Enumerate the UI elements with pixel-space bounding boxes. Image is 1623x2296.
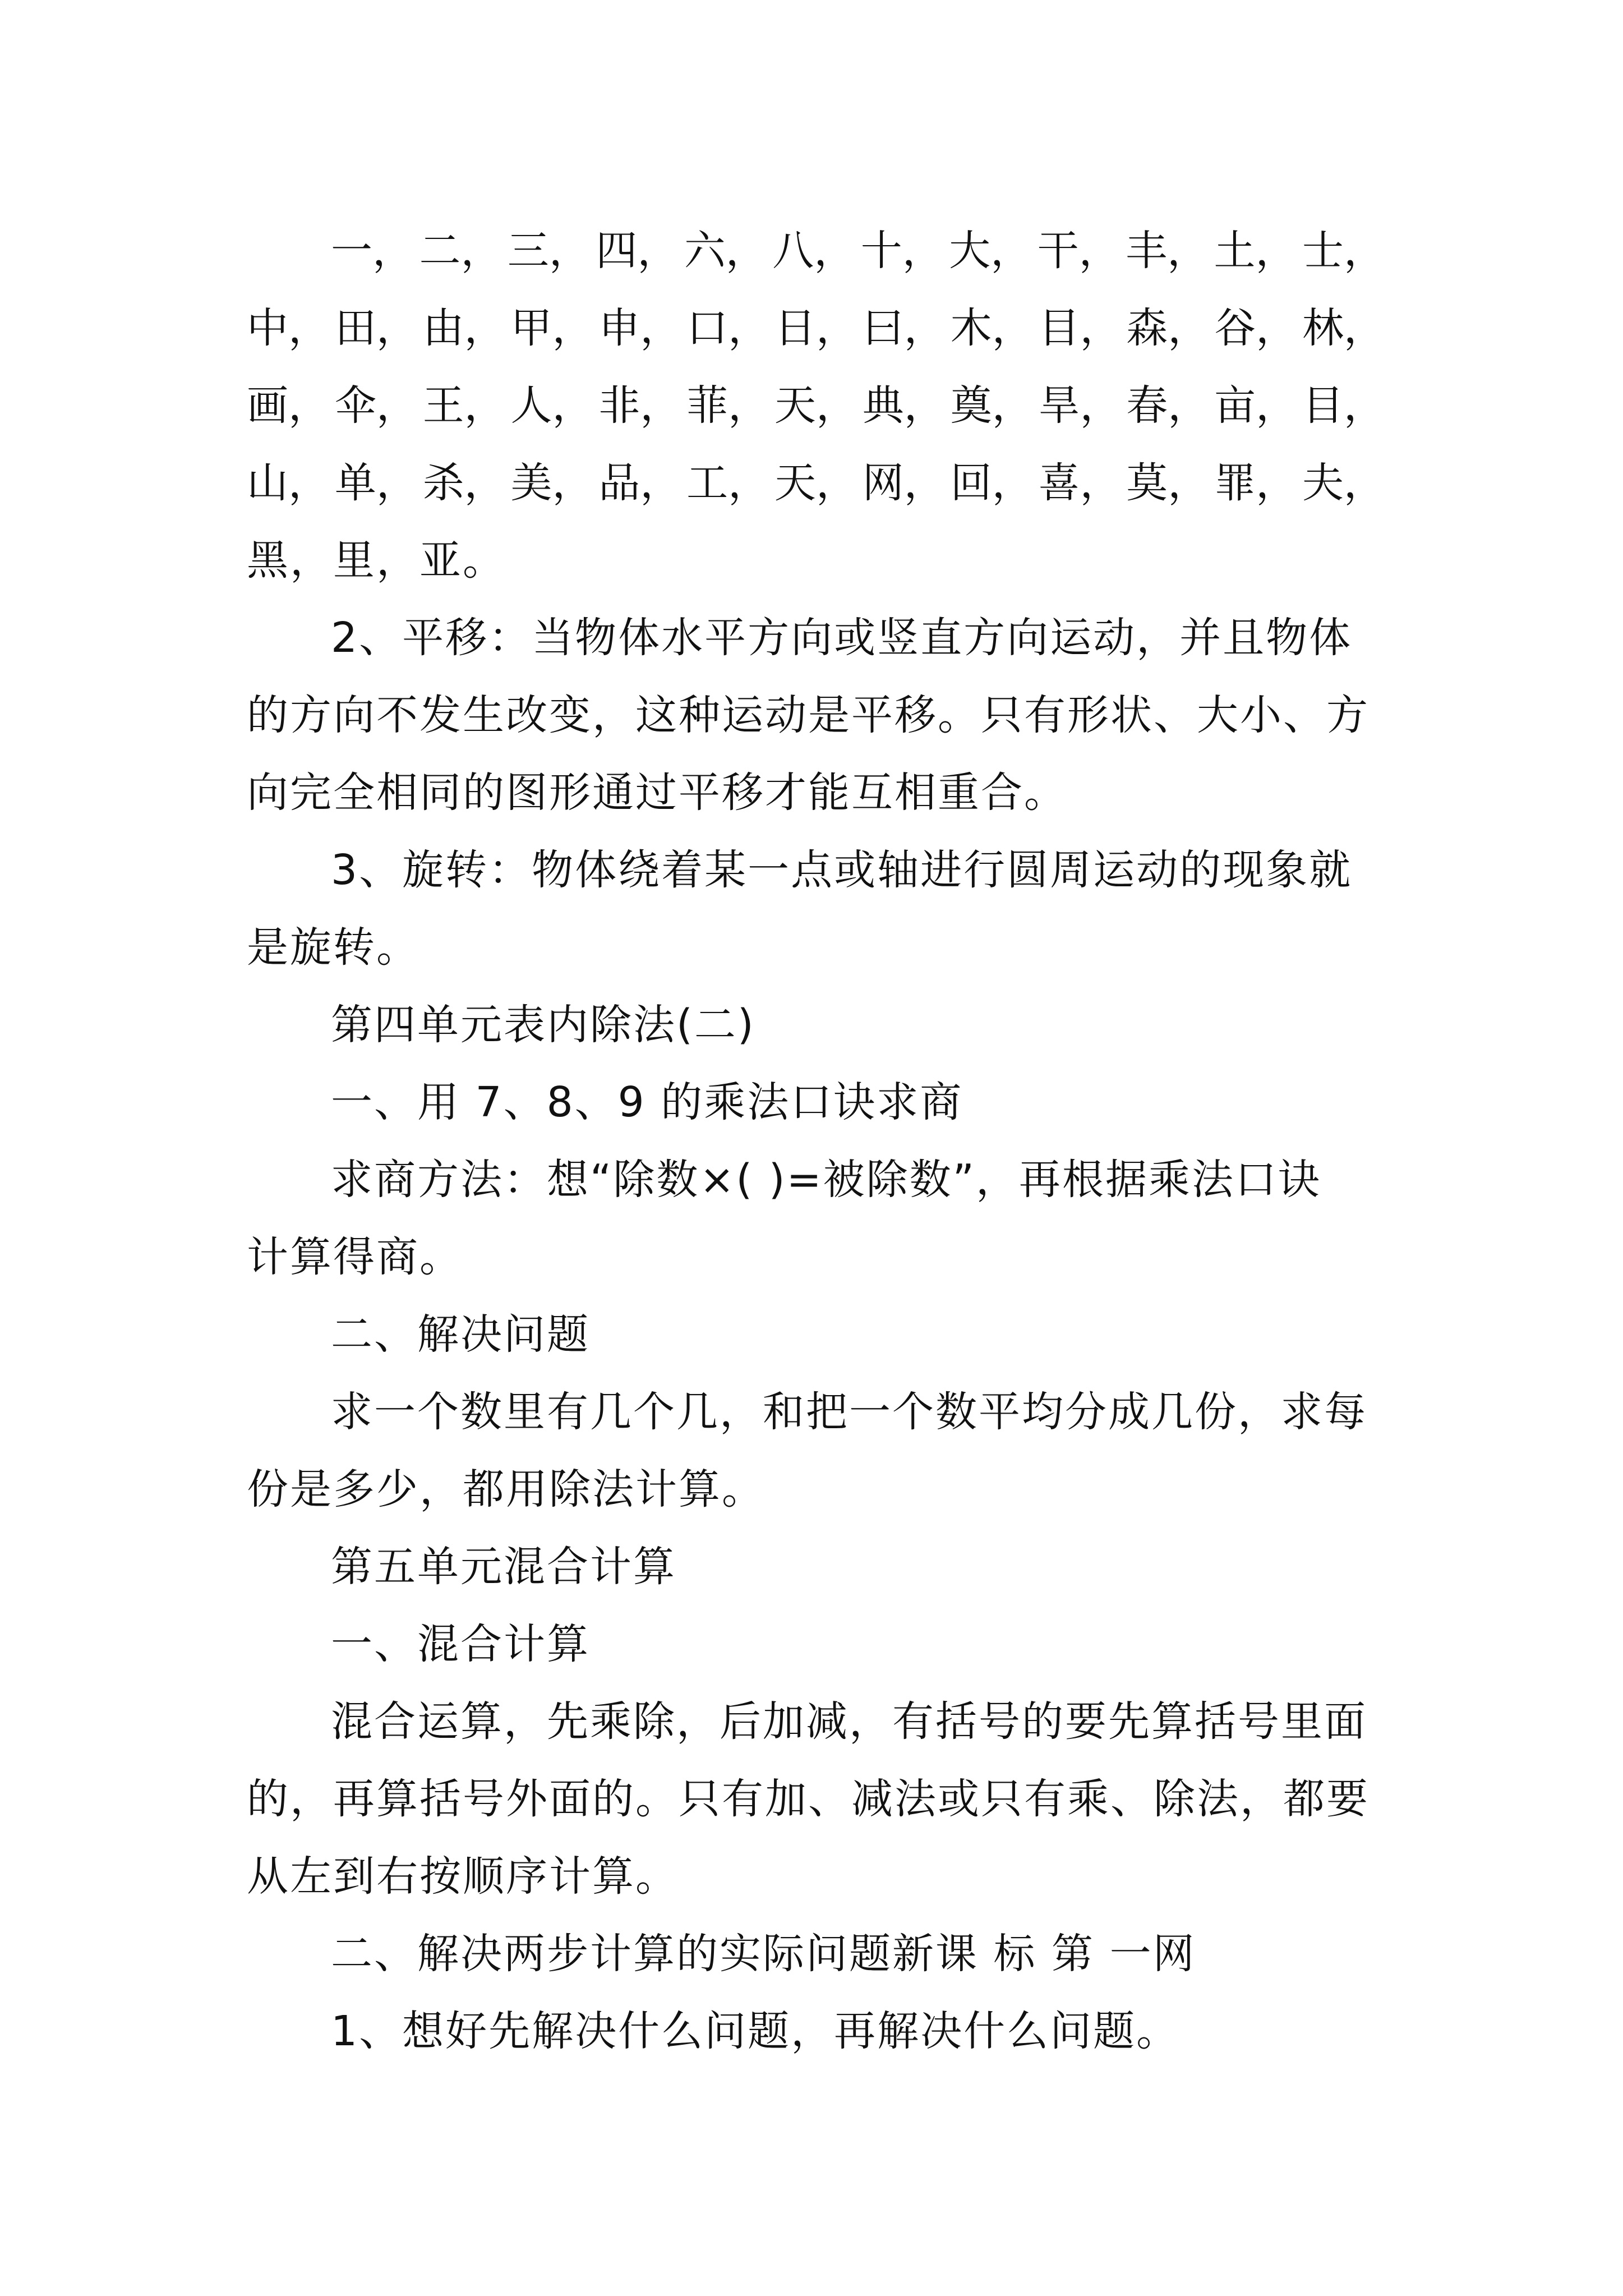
char-cell: 士，: [1302, 227, 1385, 275]
unit5-rule-line-3: 从左到右按顺序计算。: [247, 1852, 679, 1901]
char-cell: 十，: [860, 227, 944, 275]
unit5-section2-heading: 二、解决两步计算的实际问题新课 标 第 一网: [331, 1930, 1196, 1978]
char-cell: 罪，: [1214, 459, 1298, 507]
char-cell: 八，: [772, 227, 856, 275]
char-cell: 伞，: [334, 381, 418, 430]
char-cell: 土，: [1214, 227, 1297, 275]
unit5-rule-line-1: 混合运算，先乘除，后加减，有括号的要先算括号里面: [331, 1697, 1367, 1746]
char-cell: 网，: [862, 459, 946, 507]
char-cell: 森，: [1126, 304, 1210, 352]
char-cell: 品，: [598, 459, 682, 507]
char-cell: 非，: [598, 381, 682, 430]
char-cell: 亩，: [1214, 381, 1298, 430]
char-cell: 曰，: [862, 304, 946, 352]
char-cell: 三，: [507, 227, 591, 275]
translation-paragraph-line-3: 向完全相同的图形通过平移才能互相重合。: [247, 769, 1067, 817]
char-cell: 美，: [510, 459, 594, 507]
char-grid-row-5: 黑，里，亚。: [247, 536, 506, 585]
char-cell: 天，: [774, 459, 857, 507]
char-grid-row-2: [247, 289, 1385, 367]
char-cell: 一，: [331, 227, 414, 275]
unit4-section1-heading: 一、用 7、8、9 的乘法口诀求商: [331, 1078, 963, 1126]
char-cell: 山，: [247, 459, 330, 507]
unit4-section2-heading: 二、解决问题: [331, 1310, 590, 1359]
char-cell: 日，: [774, 304, 857, 352]
char-cell: 画，: [247, 381, 330, 430]
char-cell: 甲，: [510, 304, 594, 352]
char-cell: 中，: [247, 304, 330, 352]
char-cell: 申，: [598, 304, 682, 352]
char-cell: 夫，: [1302, 459, 1385, 507]
char-cell: 口，: [686, 304, 770, 352]
unit5-rule-line-2: 的，再算括号外面的。只有加、减法或只有乘、除法，都要: [247, 1775, 1370, 1823]
char-cell: 奠，: [950, 381, 1034, 430]
char-cell: 二，: [419, 227, 502, 275]
char-cell: 目，: [1302, 381, 1385, 430]
unit5-title: 第五单元混合计算: [331, 1543, 676, 1591]
translation-paragraph-line-1: 2、平移：当物体水平方向或竖直方向运动，并且物体: [331, 614, 1353, 662]
char-cell: 单，: [334, 459, 418, 507]
char-cell: 春，: [1126, 381, 1210, 430]
char-grid-row-4: [247, 444, 1385, 522]
char-cell: 莫，: [1126, 459, 1210, 507]
char-cell: 木，: [950, 304, 1034, 352]
char-cell: 四，: [596, 227, 679, 275]
char-cell: 王，: [422, 381, 506, 430]
unit4-method-line-2: 计算得商。: [247, 1233, 463, 1281]
unit4-problem-line-1: 求一个数里有几个几，和把一个数平均分成几份，求每: [331, 1388, 1367, 1436]
char-cell: 天，: [774, 381, 857, 430]
char-cell: 由，: [422, 304, 506, 352]
char-cell: 目，: [1038, 304, 1122, 352]
char-cell: 回，: [950, 459, 1034, 507]
rotation-paragraph-line-2: 是旋转。: [247, 923, 419, 972]
document-body: [247, 212, 1385, 2070]
char-cell: 林，: [1302, 304, 1385, 352]
char-cell: 菲，: [686, 381, 770, 430]
char-cell: 旱，: [1038, 381, 1122, 430]
char-cell: 杀，: [422, 459, 506, 507]
char-cell: 谷，: [1214, 304, 1298, 352]
char-cell: 典，: [862, 381, 946, 430]
char-cell: 喜，: [1038, 459, 1122, 507]
char-cell: 工，: [686, 459, 770, 507]
unit4-method-line-1: 求商方法：想“除数×( )=被除数”，再根据乘法口诀: [331, 1156, 1321, 1204]
unit5-step1: 1、想好先解决什么问题，再解决什么问题。: [331, 2007, 1180, 2055]
char-cell: 大，: [949, 227, 1032, 275]
rotation-paragraph-line-1: 3、旋转：物体绕着某一点或轴进行圆周运动的现象就: [331, 846, 1353, 894]
char-grid-row-1: [247, 212, 1385, 289]
char-grid-row-3: [247, 367, 1385, 444]
char-cell: 人，: [510, 381, 594, 430]
char-cell: 丰，: [1126, 227, 1209, 275]
unit5-section1-heading: 一、混合计算: [331, 1620, 590, 1668]
unit4-title: 第四单元表内除法(二): [331, 1001, 755, 1049]
translation-paragraph-line-2: 的方向不发生改变，这种运动是平移。只有形状、大小、方: [247, 691, 1370, 739]
char-cell: 田，: [334, 304, 418, 352]
unit4-problem-line-2: 份是多少，都用除法计算。: [247, 1465, 765, 1513]
char-cell: 干，: [1037, 227, 1121, 275]
char-cell: 六，: [684, 227, 767, 275]
